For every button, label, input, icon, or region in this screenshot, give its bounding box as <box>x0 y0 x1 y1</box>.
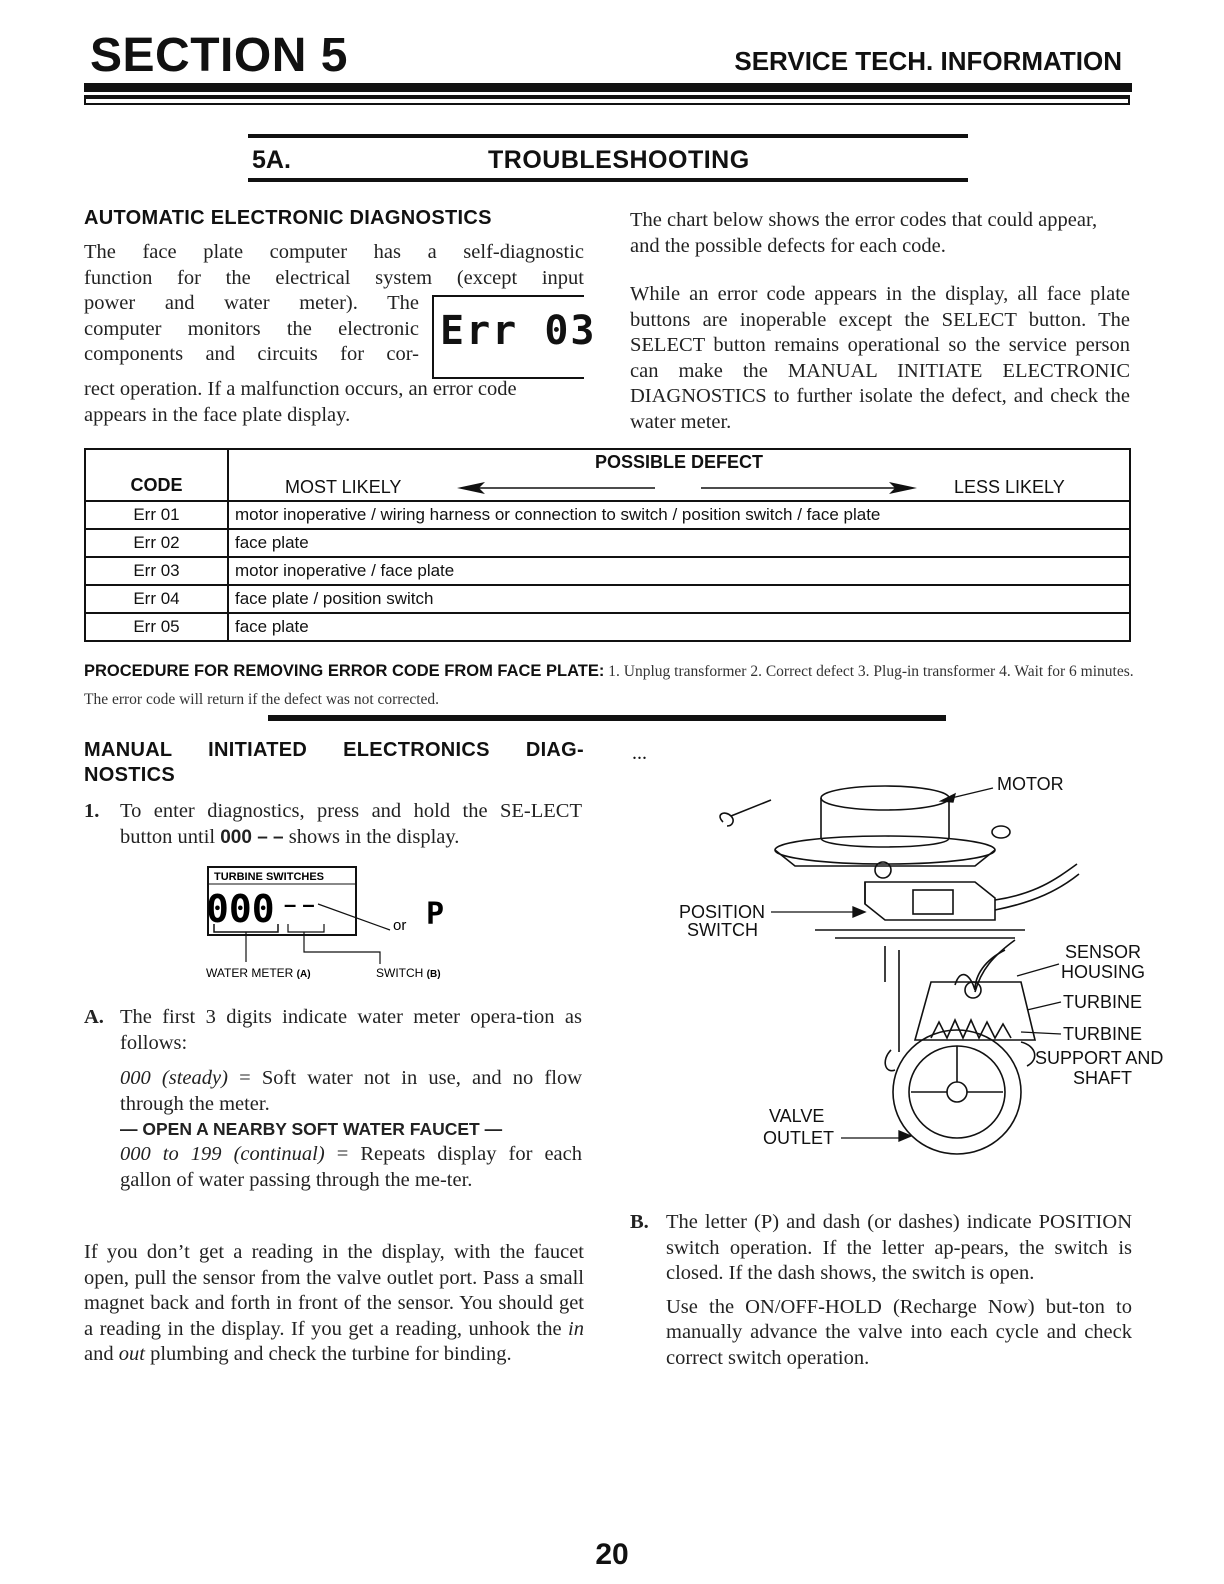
section-title: SECTION 5 <box>90 29 348 82</box>
display-letter-p: P <box>426 897 445 932</box>
step-a-label: A. <box>84 1006 104 1028</box>
defect-cell: face plate / position switch <box>228 585 1130 613</box>
step-a-text: The first 3 digits indicate water meter opera-tion as follows: 000 (steady) = Soft water not in use, and no flow through the meter. — OPEN A NEARBY SOFT WATER FAUCET — 000 to 199 (continual) = Repeats display for each gallon of water passing through the me-ter. <box>120 1005 582 1193</box>
subsection-title: TROUBLESHOOTING <box>488 146 750 174</box>
possible-defect-label: POSSIBLE DEFECT <box>594 452 764 472</box>
step-1-number: 1. <box>84 800 100 822</box>
turbine-support-label-1: TURBINE <box>1063 1024 1143 1044</box>
auto-diagnostics-paragraph: The face plate computer has a self-diagnostic function for the electrical system (except input power and water meter). The computer monitors the electronic components and circuits for cor- <box>84 241 584 365</box>
table-row <box>85 529 1130 557</box>
or-label: or <box>393 917 407 934</box>
procedure-note <box>84 657 1134 714</box>
error-display-digits: Err 03 <box>440 308 597 354</box>
position-switch-label-2: SWITCH <box>687 920 758 940</box>
step-1-text: To enter diagnostics, press and hold the SE-LECT button until 000 – – shows in the display. <box>120 800 582 848</box>
table-header-row <box>85 449 1130 501</box>
select-button-paragraph: While an error code appears in the display, all face plate buttons are inoperable except the SELECT button. The SELECT button remains operational so the service person can make the MANUAL INITIATE ELECTRONIC DIAGNOSTICS to further isolate the defect, and check the water meter. <box>630 283 1130 433</box>
most-likely-label: MOST LIKELY <box>285 477 402 497</box>
defect-cell: motor inoperative / face plate <box>228 557 1130 585</box>
continual-description: 000 to 199 (continual) = Repeats display for each gallon of water passing through the me-ter. <box>120 1143 582 1191</box>
col-code-header: CODE <box>85 449 228 501</box>
table-row <box>85 557 1130 585</box>
table-row <box>85 585 1130 613</box>
code-cell: Err 02 <box>85 529 228 557</box>
defect-cell: face plate <box>228 613 1130 641</box>
step-b-text: The letter (P) and dash (or dashes) indicate POSITION switch operation. If the letter ap-pears, the switch is closed. If the dash shows, the switch is open. Use the ON/OFF-HOLD (Recharge Now) but-ton to manually advance the valve into each cycle and check correct switch operation. <box>666 1211 1132 1369</box>
col-defect-header <box>228 449 1130 501</box>
display-digits: 000 <box>206 887 275 931</box>
step-b-label: B. <box>630 1211 649 1233</box>
code-cell: Err 04 <box>85 585 228 613</box>
subsection-rule-top <box>248 134 968 138</box>
procedure-text: 1. Unplug transformer 2. Correct defect 3. Plug-in transformer 4. Wait for 6 minutes. The error code will return if the defect was not corrected. <box>84 663 1134 708</box>
manual-diagnostics-heading: MANUAL INITIATED ELECTRONICS DIAG- NOSTICS <box>84 739 584 786</box>
position-switch-label-1: POSITION <box>679 902 766 922</box>
procedure-label: PROCEDURE FOR REMOVING ERROR CODE FROM FACE PLATE: <box>84 662 605 680</box>
diagnostic-display-diagram <box>200 862 480 982</box>
turbine-switches-label: TURBINE SWITCHES <box>214 871 324 883</box>
valve-outlet-label-2: OUTLET <box>763 1128 835 1148</box>
valve-assembly-illustration <box>675 770 1185 1170</box>
display-dashes: – – <box>284 892 315 917</box>
chart-intro-paragraph: The chart below shows the error codes that could appear, and the possible defects for each code. <box>630 209 1098 257</box>
magnet-test-paragraph: If you don’t get a reading in the display, with the faucet open, pull the sensor from the valve outlet port. Pass a small magnet back and forth in front of the sensor. You should get a reading in the display. If you get a reading, unhook the in and out plumbing and check the turbine for binding. <box>84 1241 584 1365</box>
sensor-housing-label-2: HOUSING <box>1061 962 1146 982</box>
left-arrow-icon <box>457 478 657 498</box>
subsection-number: 5A. <box>252 146 291 174</box>
header-rule-double <box>84 95 1130 105</box>
steady-description: 000 (steady) = Soft water not in use, and no flow through the meter. <box>120 1067 582 1115</box>
section-divider <box>268 715 946 721</box>
header-rule-thick <box>84 83 1132 92</box>
sensor-housing-label-1: SENSOR <box>1065 942 1142 962</box>
table-row <box>85 613 1130 641</box>
page-number: 20 <box>595 1538 629 1571</box>
valve-outlet-label-1: VALVE <box>769 1106 825 1126</box>
right-arrow-icon <box>699 478 919 498</box>
error-code-table <box>84 448 1131 642</box>
open-faucet-instruction: — OPEN A NEARBY SOFT WATER FAUCET — <box>120 1119 503 1139</box>
turbine-support-label-3: SHAFT <box>1073 1068 1133 1088</box>
defect-cell: face plate <box>228 529 1130 557</box>
auto-diagnostics-paragraph-end: rect operation. If a malfunction occurs, an error code appears in the face plate display. <box>84 378 517 426</box>
turbine-label: TURBINE <box>1063 992 1143 1012</box>
table-row <box>85 501 1130 529</box>
continuation-dots: ... <box>632 742 647 764</box>
motor-label: MOTOR <box>997 774 1064 794</box>
subsection-rule-bottom <box>248 178 968 182</box>
turbine-support-label-2: SUPPORT AND <box>1035 1048 1164 1068</box>
less-likely-label: LESS LIKELY <box>954 477 1065 497</box>
water-meter-label: WATER METER (A) <box>206 966 311 980</box>
section-subtitle: SERVICE TECH. INFORMATION <box>734 46 1122 76</box>
switch-label: SWITCH (B) <box>376 966 441 980</box>
code-cell: Err 05 <box>85 613 228 641</box>
defect-cell: motor inoperative / wiring harness or connection to switch / position switch / face plate <box>228 501 1130 529</box>
code-cell: Err 01 <box>85 501 228 529</box>
code-cell: Err 03 <box>85 557 228 585</box>
auto-diagnostics-heading: AUTOMATIC ELECTRONIC DIAGNOSTICS <box>84 207 492 229</box>
